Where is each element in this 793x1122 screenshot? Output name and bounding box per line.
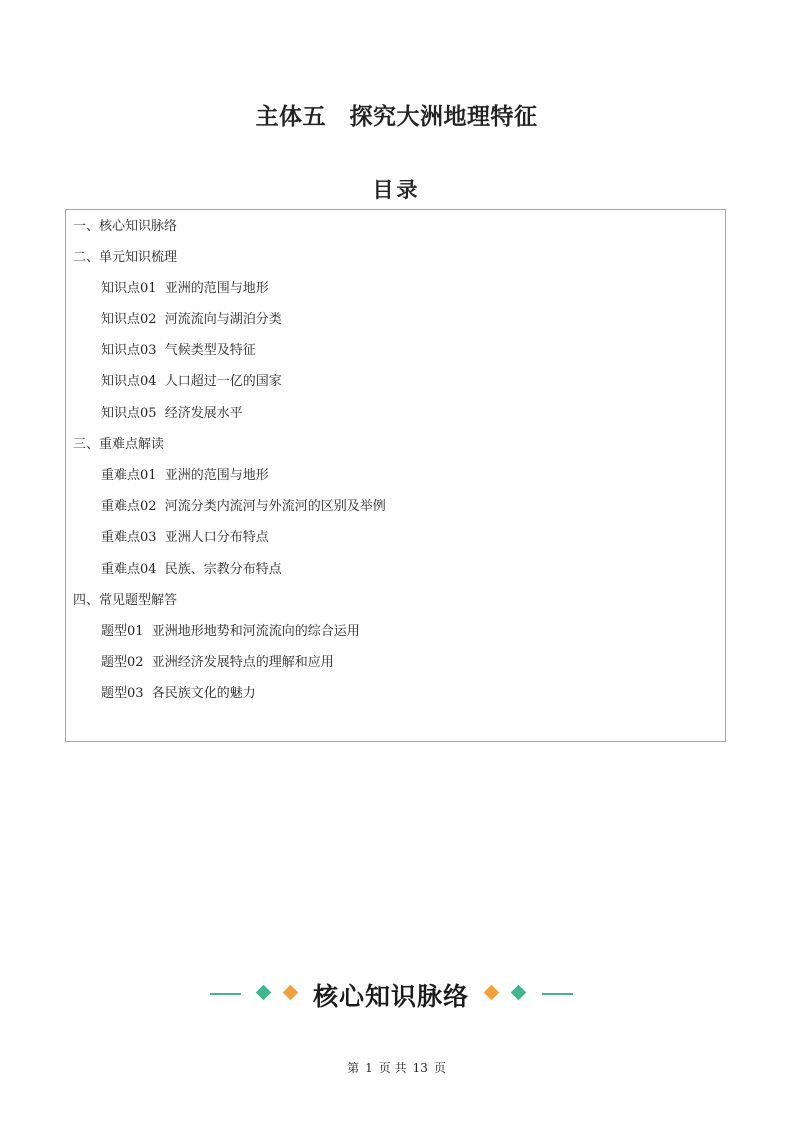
page-footer <box>0 1059 793 1076</box>
toc-item-knowledge-03[interactable]: 知识点03 气候类型及特征 <box>101 343 256 358</box>
section-banner <box>0 975 793 1013</box>
footer-suffix: 页 <box>433 1061 446 1075</box>
toc-item-key-point-02[interactable]: 重难点02 河流分类内流河与外流河的区别及举例 <box>101 499 386 514</box>
toc-item-key-point-04[interactable]: 重难点04 民族、宗教分布特点 <box>101 562 282 577</box>
toc-item-key-point-01[interactable]: 重难点01 亚洲的范围与地形 <box>101 468 269 483</box>
footer-mid: 页 共 <box>378 1061 407 1075</box>
document-title: 主体五 探究大洲地理特征 <box>255 104 538 130</box>
toc-heading: 目录 <box>372 178 421 202</box>
green-diamond-icon <box>256 985 272 1001</box>
toc-item-knowledge-05[interactable]: 知识点05 经济发展水平 <box>101 406 243 421</box>
toc-item-unit-review[interactable]: 二、单元知识梳理 <box>73 250 178 265</box>
toc-item-key-point-03[interactable]: 重难点03 亚洲人口分布特点 <box>101 530 269 545</box>
orange-diamond-icon <box>484 985 500 1001</box>
toc-item-key-points[interactable]: 三、重难点解读 <box>73 437 165 452</box>
green-diamond-icon <box>511 985 527 1001</box>
toc-item-question-type-02[interactable]: 题型02 亚洲经济发展特点的理解和应用 <box>101 655 334 670</box>
footer-total-pages: 13 <box>412 1061 428 1075</box>
toc-item-question-types[interactable]: 四、常见题型解答 <box>73 593 178 608</box>
banner-right-line <box>542 993 573 995</box>
toc-item-knowledge-04[interactable]: 知识点04 人口超过一亿的国家 <box>101 374 282 389</box>
section-banner-title: 核心知识脉络 <box>312 982 469 1011</box>
table-of-contents <box>65 209 726 742</box>
footer-page-number: 1 <box>365 1061 373 1075</box>
toc-item-question-type-01[interactable]: 题型01 亚洲地形地势和河流流向的综合运用 <box>101 624 360 639</box>
toc-item-question-type-03[interactable]: 题型03 各民族文化的魅力 <box>101 686 256 701</box>
toc-item-knowledge-01[interactable]: 知识点01 亚洲的范围与地形 <box>101 281 269 296</box>
footer-prefix: 第 <box>347 1061 360 1075</box>
banner-left-line <box>210 993 241 995</box>
toc-item-knowledge-02[interactable]: 知识点02 河流流向与湖泊分类 <box>101 312 282 327</box>
toc-item-core-knowledge[interactable]: 一、核心知识脉络 <box>73 219 178 234</box>
